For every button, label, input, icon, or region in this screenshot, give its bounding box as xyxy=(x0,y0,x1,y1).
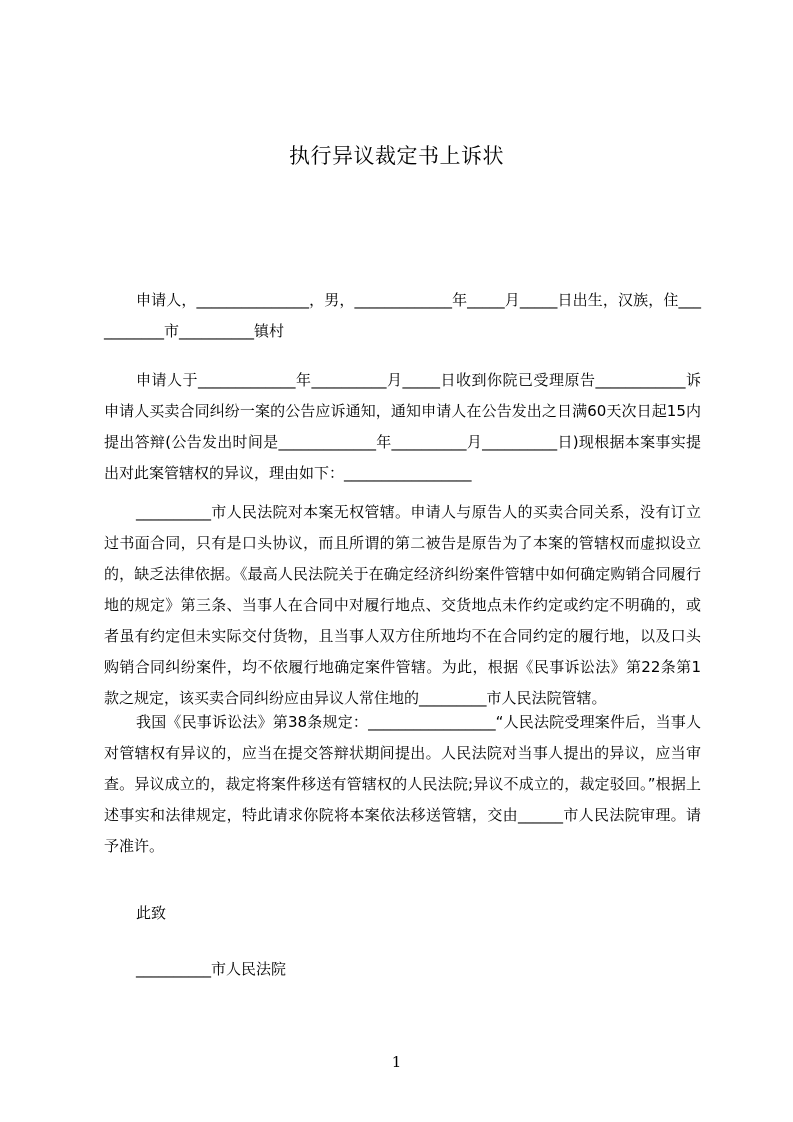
document-title: 执行异议裁定书上诉状 xyxy=(289,144,504,168)
applicant-info-paragraph: 申请人，_______________，男，_____________年_____月_____日出生，汉族，住___________市__________镇村 xyxy=(104,291,701,340)
jurisdiction-reason-paragraph: __________市人民法院对本案无权管辖。申请人与原告人的买卖合同关系，没有订立过书面合同，只有是口头协议，而且所谓的第二被告是原告为了本案的管辖权而虚拟设立的，缺乏法律依据。《最高人民法院关于在确定经济纠纷案件管辖中如何确定购销合同履行地的规定》第三条、当事人在合同中对履行地点、交货地点未作约定或约定不明确的，或者虽有约定但未实际交付货物，且当事人双方住所地均不在合同约定的履行地，以及口头购销合同纠纷案件，均不依履行地确定案件管辖。为此，根据《民事诉讼法》第22条第1款之规定，该买卖合同纠纷应由异议人常住地的_________市人民法院管辖。 xyxy=(104,503,701,707)
salutation-text: 此致 xyxy=(136,904,167,922)
legal-basis-paragraph: 我国《民事诉讼法》第38条规定：_________________“人民法院受理案件后，当事人对管辖权有异议的，应当在提交答辩状期间提出。人民法院对当事人提出的异议，应当审查。异议成立的，裁定将案件移送有管辖权的人民法院;异议不成立的，裁定驳回。”根据上述事实和法律规定，特此请求你院将本案依法移送管辖，交由______市人民法院审理。请予准许。 xyxy=(104,713,701,855)
notice-receipt-paragraph: 申请人于_____________年__________月_____日收到你院已受理原告____________诉申请人买卖合同纠纷一案的公告应诉通知，通知申请人在公告发出之日满60天次日起15内提出答辩(公告发出时间是_____________年__________月__________日)现根据本案事实提出对此案管辖权的异议，理由如下：_________________ xyxy=(104,371,701,482)
page-number: 1 xyxy=(391,1053,402,1071)
court-recipient-text: __________市人民法院 xyxy=(136,960,287,978)
